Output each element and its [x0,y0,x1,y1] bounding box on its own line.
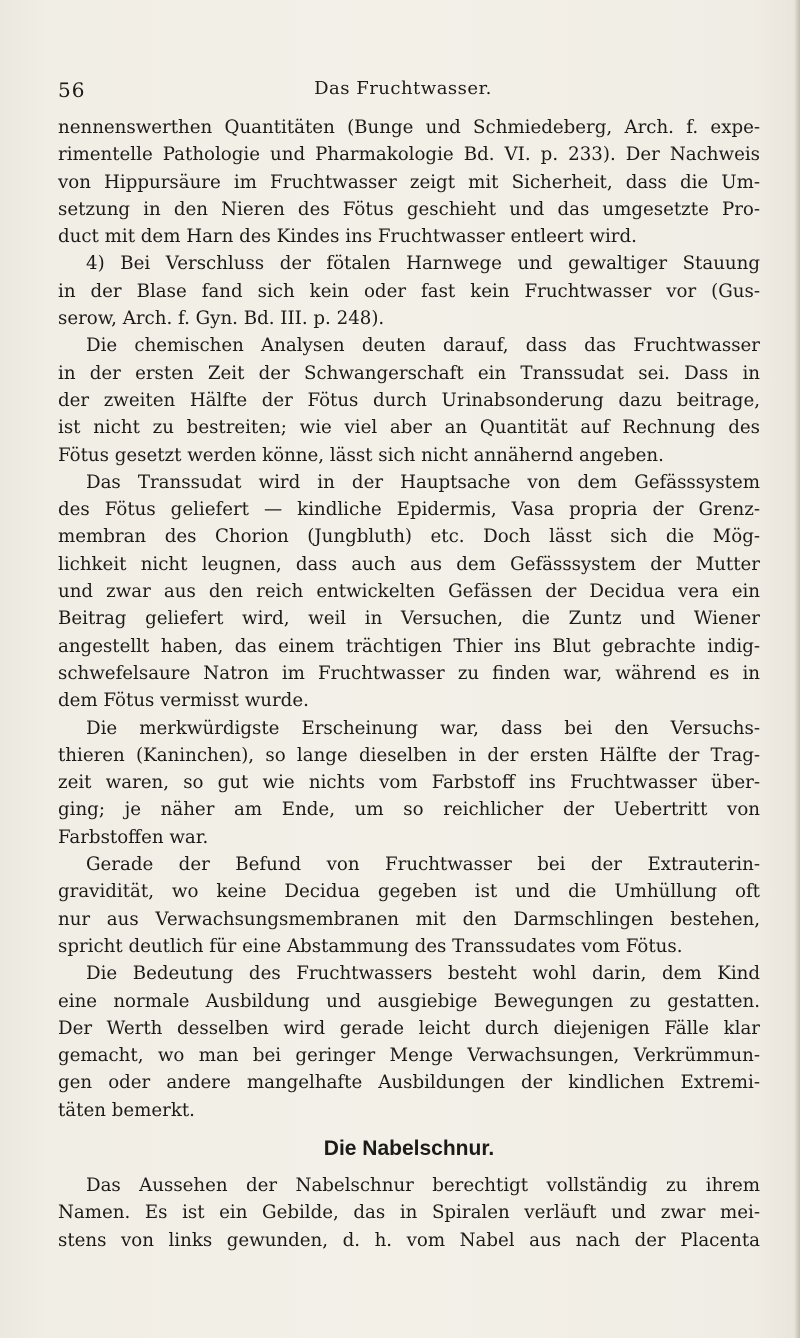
text-line: Gerade der Befund von Fruchtwasser bei der Extrauterin- [86,854,760,876]
text-line: von Hippursäure im Fruchtwasser zeigt mit Sicherheit, dass die Um- [58,171,760,193]
text-line: gravidität, wo keine Decidua gegeben ist und die Umhüllung oft [58,881,760,903]
text-line: und zwar aus den reich entwickelten Gefässen der Decidua vera ein [58,581,760,603]
page-number: 56 [58,78,86,102]
section-heading: Die Nabelschnur. [323,1136,495,1160]
text-line: Beitrag geliefert wird, weil in Versuchen, die Zuntz und Wiener [58,608,760,630]
text-line: gemacht, wo man bei geringer Menge Verwachsungen, Verkrümmun- [58,1045,760,1067]
text-line: Das Aussehen der Nabelschnur berechtigt vollständig zu ihrem [86,1174,760,1196]
text-line: ist nicht zu bestreiten; wie viel aber an Quantität auf Rechnung des [58,417,760,439]
text-line: angestellt haben, das einem trächtigen Thier ins Blut gebrachte indig- [58,635,760,657]
text-line: gen oder andere mangelhafte Ausbildungen der kindlichen Extremi- [58,1072,760,1094]
text-line: ging; je näher am Ende, um so reichlicher der Uebertritt von [58,799,760,821]
text-line: des Fötus geliefert — kindliche Epidermis, Vasa propria der Grenz- [58,499,760,521]
text-line: täten bemerkt. [58,1099,195,1121]
text-line: duct mit dem Harn des Kindes ins Fruchtwasser entleert wird. [58,226,637,248]
text-line: nennenswerthen Quantitäten (Bunge und Schmiedeberg, Arch. f. expe- [58,117,760,138]
text-line: Die Bedeutung des Fruchtwassers besteht wohl darin, dem Kind [86,963,760,985]
text-line: 4) Bei Verschluss der fötalen Harnwege und gewaltiger Stauung [86,253,760,275]
text-line: setzung in den Nieren des Fötus geschieht und das umgesetzte Pro- [58,198,760,220]
page-header [58,78,748,108]
text-line: nur aus Verwachsungsmembranen mit den Darmschlingen bestehen, [58,908,760,930]
text-line: membran des Chorion (Jungbluth) etc. Doch lässt sich die Mög- [58,526,760,548]
text-line: dem Fötus vermisst wurde. [58,690,309,712]
text-line: thieren (Kaninchen), so lange dieselben in der ersten Hälfte der Trag- [58,744,760,766]
text-line: Namen. Es ist ein Gebilde, das in Spiralen verläuft und zwar mei- [58,1202,760,1224]
text-line: Die chemischen Analysen deuten darauf, dass das Fruchtwasser [86,335,760,357]
text-line: lichkeit nicht leugnen, dass auch aus dem Gefässsystem der Mutter [58,553,760,575]
text-line: Das Transsudat wird in der Hauptsache von dem Gefässsystem [86,471,760,493]
text-line: zeit waren, so gut wie nichts vom Farbstoff ins Fruchtwasser über- [58,772,760,794]
page-edge-shadow [794,0,800,1338]
text-line: der zweiten Hälfte der Fötus durch Urinabsonderung dazu beitrage, [58,389,760,411]
text-line: serow, Arch. f. Gyn. Bd. III. p. 248). [58,308,385,330]
text-line: Der Werth desselben wird gerade leicht durch diejenigen Fälle klar [58,1017,760,1039]
text-line: rimentelle Pathologie und Pharmakologie Bd. VI. p. 233). Der Nachweis [58,144,760,166]
running-title: Das Fruchtwasser. [314,78,492,99]
text-line: in der ersten Zeit der Schwangerschaft ein Transsudat sei. Dass in [58,362,760,384]
text-line: stens von links gewunden, d. h. vom Nabel aus nach der Placenta [58,1229,760,1251]
text-line: Die merkwürdigste Erscheinung war, dass bei den Versuchs- [86,717,760,739]
text-line: Fötus gesetzt werden könne, lässt sich nicht annähernd angeben. [58,444,664,466]
text-line: Farbstoffen war. [58,826,209,848]
text-line: eine normale Ausbildung und ausgiebige Bewegungen zu gestatten. [58,990,760,1012]
text-line: in der Blase fand sich kein oder fast kein Fruchtwasser vor (Gus- [58,280,760,302]
body-text [58,114,760,1254]
text-line: spricht deutlich für eine Abstammung des Transsudates vom Fötus. [58,935,683,957]
text-line: schwefelsaure Natron im Fruchtwasser zu finden war, während es in [58,662,760,684]
